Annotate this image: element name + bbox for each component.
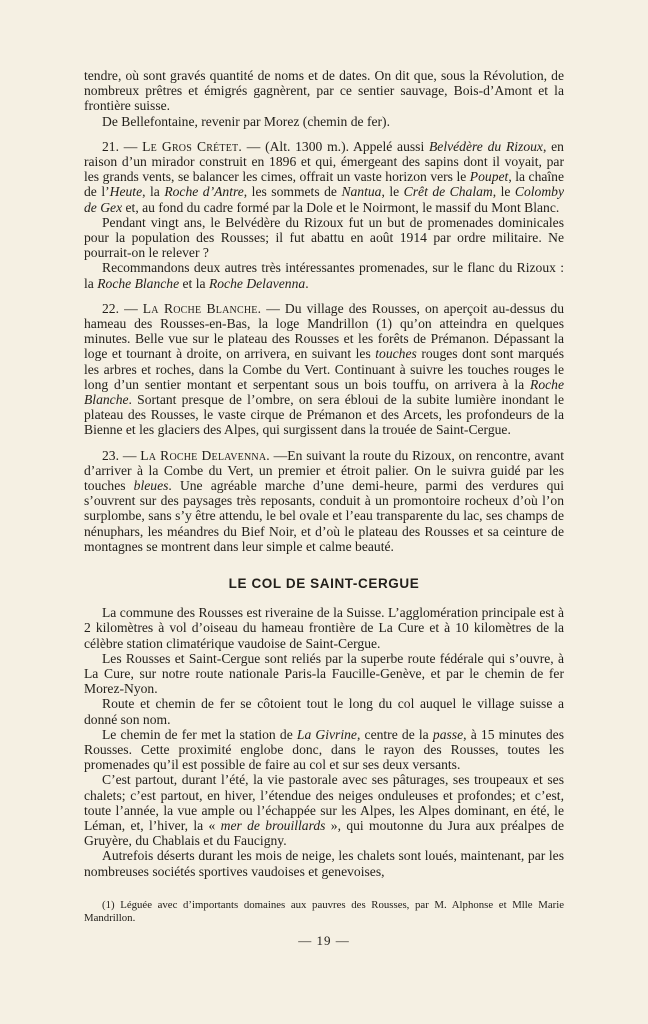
emphasis: touches (375, 346, 417, 362)
place-name: Nantua (341, 184, 382, 200)
paragraph: Pendant vingt ans, le Belvédère du Rizoux fut un but de promenades dominicales pour la population des Rousses; il fut abattu en août 1914 par ordre militaire. Ne pourrait-on le relever ? (84, 214, 564, 261)
entry-number: 21. — (102, 138, 143, 154)
text: , la (142, 184, 165, 200)
place-name: Heute (109, 184, 143, 200)
place-name: Belvédère du Rizoux (429, 138, 543, 154)
text: . Sortant presque de l’ombre, on sera ébloui de la subite lumière inondant le plateau des Rousses, le vaste cirque de Prémanon et des Arcets, les profondeurs de la Bienne et les glaciers des Alpes, qui surgissent dans la trouée de Saint-Cergue. (84, 392, 564, 438)
text: et la (179, 275, 209, 291)
emphasis: passe (432, 726, 464, 742)
text: , la chaîne de l’ (84, 169, 565, 200)
emphasis: mer de brouillards (220, 817, 326, 833)
place-name: Poupet (469, 169, 509, 185)
page-number: — 19 — (298, 933, 350, 948)
place-name: Roche Blanche (84, 376, 564, 408)
emphasis: bleues (133, 478, 169, 494)
text: C’est partout, durant l’été, la vie pastorale avec ses pâturages, ses troupeaux et ses chalets; c’est partout, en hiver, l’étendue des neiges onduleuses et profondes; et c’est, toute l’année, la vue ample ou l’échappée sur les Alpes, les Alpes dominant, en été, le Léman, et, l’hiver, la « (84, 772, 564, 833)
paragraph (84, 727, 564, 773)
text: . (305, 275, 309, 291)
paragraph (84, 772, 564, 848)
entry-number: 22. — (102, 300, 143, 316)
text: », qui moutonne du Jura aux préalpes de Gruyère, du Chablais et du Faucigny. (84, 817, 564, 849)
entry-number: 23. — (102, 447, 141, 463)
entry-23 (84, 448, 564, 554)
entry-22 (84, 301, 564, 438)
place-name: Roche d’Antre (164, 184, 244, 200)
text: — (Alt. 1300 m.). Appelé aussi (241, 138, 429, 154)
text: , centre de la (356, 726, 433, 742)
text: , à 15 minutes des Rousses. Cette proximité englobe donc, dans le rayon des Rousses, toutes les promenades qu’il est possible de faire au col et sur ses deux versants. (84, 726, 564, 773)
text: , le (381, 184, 404, 200)
text: — Du village des Rousses, on aperçoit au-dessus du hameau des Rousses-en-Bas, la loge Mandrillon (1) qu’on atteindra en quelques minutes. Belle vue sur le plateau des Rousses et les forêts de Prémanon. Dépassant la loge et tournant à droite, on arrivera, en suivant les (84, 300, 565, 362)
place-name: La Givrine (296, 726, 357, 742)
section-title: LE COL DE SAINT-CERGUE (228, 576, 420, 592)
entry-title: Le Gros Crétet. (142, 138, 242, 154)
text: et, au fond du cadre formé par la Dole et le Noirmont, le massif du Mont Blanc. (122, 199, 560, 215)
paragraph: Autrefois déserts durant les mois de neige, les chalets sont loués, maintenant, par les nombreuses sociétés sportives vaudoises et genevoises, (84, 848, 564, 879)
paragraph: De Bellefontaine, revenir par Morez (chemin de fer). (102, 113, 390, 129)
entry-title: La Roche Blanche. (142, 300, 262, 316)
paragraph (84, 260, 564, 290)
place-name: Crêt de Chalam (403, 184, 493, 200)
paragraph: Route et chemin de fer se côtoient tout le long du col auquel le village suisse a donné son nom. (84, 696, 564, 727)
place-name: Roche Delavenna (208, 275, 306, 291)
text: , en raison d’un mirador construit en 1896 et qui, émergeant des sapins dont il voyait, par les grands vents, se balancer les cimes, offrait un vaste horizon vers le (84, 138, 564, 185)
paragraph: tendre, où sont gravés quantité de noms et de dates. On dit que, sous la Révolution, de nombreux prêtres et émigrés gagnèrent, par ce sentier sauvage, Bois-d’Amont et la frontière suisse. (84, 68, 564, 114)
entry-title: La Roche Delavenna. (140, 447, 270, 463)
place-name: Colomby de Gex (84, 184, 564, 215)
paragraph: Les Rousses et Saint-Cergue sont reliés par la superbe route fédérale qui s’ouvre, à La Cure, sur notre route nationale Paris-la Faucille-Genève, et par le chemin de fer Morez-Nyon. (84, 650, 564, 697)
text: . Une agréable marche d’une demi-heure, parmi des verdures qui s’ouvrent sur des paysages très reposants, conduit à un promontoire rocheux d’où l’on surplombe, sans s’y être attendu, le bel ovale et l’eau transparente du lac, ses champs de nénuphars, les méandres du Bief Noir, et d’où le plateau des Rousses et sa ceinture de montagnes se montrent dans leur simple et calme beauté. (84, 478, 564, 554)
text: , les sommets de (243, 184, 342, 200)
place-name: Roche Blanche (97, 275, 180, 291)
text: Recommandons deux autres très intéressantes promenades, sur le flanc du Rizoux : la (84, 260, 564, 291)
paragraph: La commune des Rousses est riveraine de la Suisse. L’agglomération principale est à 2 kilomètres à vol d’oiseau du hameau frontière de La Cure et à 10 kilomètres de la célèbre station climatérique vaudoise de Saint-Cergue. (84, 605, 564, 651)
footnote: (1) Léguée avec d’importants domaines aux pauvres des Rousses, par M. Alphonse et Mlle Marie Mandrillon. (84, 898, 564, 924)
text: , le (492, 184, 515, 200)
text: rouges dont sont marqués les arbres et roches, dans la Combe du Vert. Continuant à suivre les touches rouges le long d’un sentier montant et serpentant sous un bois touffu, on arrivera à la (84, 346, 565, 392)
entry-21 (84, 139, 564, 215)
text: Le chemin de fer met la station de (102, 726, 297, 742)
text: —En suivant la route du Rizoux, on rencontre, avant d’arriver à la Combe du Vert, un premier et étroit palier. On le suivra guidé par les touches (84, 447, 564, 494)
